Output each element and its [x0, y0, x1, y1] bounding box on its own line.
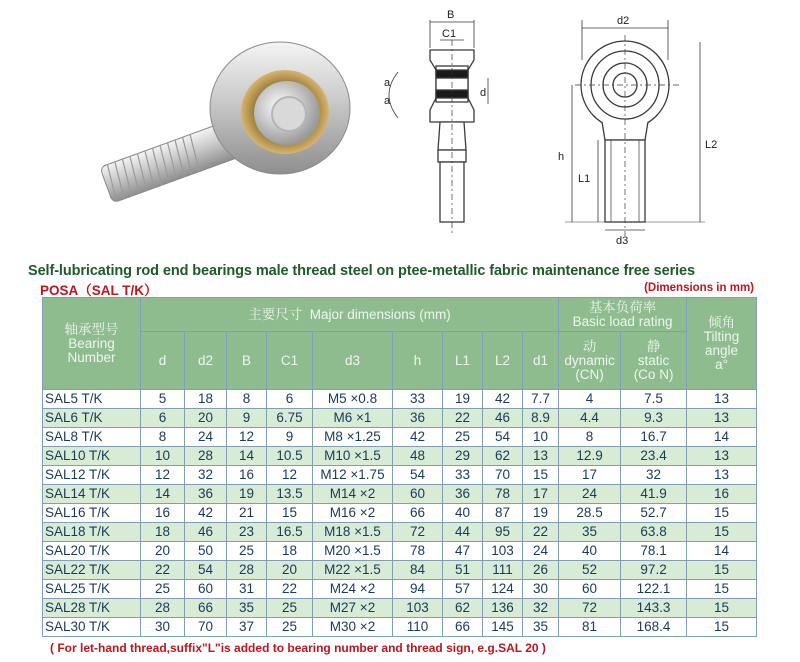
header-tilt-sym: a° [715, 356, 729, 372]
dyn-unit: (CN) [575, 366, 604, 382]
table-cell: 16 [227, 466, 267, 485]
table-cell: M24 ×2 [313, 580, 393, 599]
label-h: h [558, 151, 565, 163]
table-cell: 4 [559, 390, 621, 409]
table-row [43, 561, 757, 580]
bearing-number-cell: SAL10 T/K [43, 447, 141, 466]
table-cell: 47 [443, 542, 483, 561]
col-static [621, 332, 687, 390]
table-cell: 30 [523, 580, 559, 599]
table-cell: 60 [559, 580, 621, 599]
table-cell: 12.9 [559, 447, 621, 466]
header-major-cn: 主要尺寸 [248, 306, 303, 322]
table-cell: 33 [443, 466, 483, 485]
header-basic-load [559, 298, 687, 332]
table-cell: 13 [687, 447, 757, 466]
table-cell: 78 [393, 542, 443, 561]
table-cell: 87 [483, 504, 523, 523]
bearing-number-cell: SAL20 T/K [43, 542, 141, 561]
table-cell: 40 [559, 542, 621, 561]
table-cell: 48 [393, 447, 443, 466]
table-cell: 63.8 [621, 523, 687, 542]
table-cell: 111 [483, 561, 523, 580]
table-cell: 70 [483, 466, 523, 485]
table-cell: 29 [443, 447, 483, 466]
table-cell: 42 [185, 504, 227, 523]
table-cell: 6.75 [267, 409, 313, 428]
table-cell: 78 [483, 485, 523, 504]
table-row [43, 409, 757, 428]
col-C1: C1 [267, 332, 313, 390]
bearing-number-cell: SAL16 T/K [43, 504, 141, 523]
table-cell: 35 [227, 599, 267, 618]
label-d3: d3 [616, 235, 629, 247]
table-cell: M12 ×1.75 [313, 466, 393, 485]
col-d3: d3 [313, 332, 393, 390]
table-cell: M16 ×2 [313, 504, 393, 523]
table-cell: M20 ×1.5 [313, 542, 393, 561]
table-cell: 31 [227, 580, 267, 599]
table-cell: 25 [141, 580, 185, 599]
table-cell: 32 [185, 466, 227, 485]
table-cell: 14 [687, 428, 757, 447]
bearing-number-cell: SAL12 T/K [43, 466, 141, 485]
product-drawings [0, 0, 800, 262]
table-row [43, 542, 757, 561]
table-cell: 37 [227, 618, 267, 637]
table-cell: 23.4 [621, 447, 687, 466]
table-cell: 5 [141, 390, 185, 409]
table-cell: 12 [141, 466, 185, 485]
bearing-number-cell: SAL8 T/K [43, 428, 141, 447]
bearing-number-cell: SAL25 T/K [43, 580, 141, 599]
sta-en: static [637, 352, 670, 368]
table-cell: 60 [393, 485, 443, 504]
table-cell: 52 [559, 561, 621, 580]
table-row [43, 447, 757, 466]
header-bearing-en2: Number [67, 349, 116, 365]
table-cell: 23 [227, 523, 267, 542]
table-cell: 19 [227, 485, 267, 504]
table-cell: 22 [141, 561, 185, 580]
header-tilt-cn: 倾角 [708, 314, 736, 330]
table-cell: M22 ×1.5 [313, 561, 393, 580]
table-row [43, 580, 757, 599]
table-cell: 36 [443, 485, 483, 504]
table-cell: 94 [393, 580, 443, 599]
table-cell: 15 [523, 466, 559, 485]
table-cell: 12 [267, 466, 313, 485]
table-cell: 13 [523, 447, 559, 466]
table-cell: 33 [393, 390, 443, 409]
table-cell: 18 [141, 523, 185, 542]
table-cell: 7.5 [621, 390, 687, 409]
cross-section-drawing [389, 20, 488, 236]
table-cell: M14 ×2 [313, 485, 393, 504]
table-cell: 35 [559, 523, 621, 542]
table-cell: 8 [559, 428, 621, 447]
table-cell: 9 [267, 428, 313, 447]
table-cell: 66 [185, 599, 227, 618]
table-cell: 22 [523, 523, 559, 542]
table-cell: 72 [559, 599, 621, 618]
table-cell: 20 [267, 561, 313, 580]
table-cell: 8.9 [523, 409, 559, 428]
table-cell: 28 [227, 561, 267, 580]
table-cell: 72 [393, 523, 443, 542]
table-cell: 8 [227, 390, 267, 409]
table-cell: 97.2 [621, 561, 687, 580]
col-dynamic [559, 332, 621, 390]
bearing-number-cell: SAL14 T/K [43, 485, 141, 504]
table-row [43, 428, 757, 447]
table-cell: 66 [443, 618, 483, 637]
table-cell: 110 [393, 618, 443, 637]
col-h: h [393, 332, 443, 390]
table-cell: 46 [185, 523, 227, 542]
table-cell: 15 [687, 561, 757, 580]
table-cell: 4.4 [559, 409, 621, 428]
table-cell: 54 [185, 561, 227, 580]
table-cell: M18 ×1.5 [313, 523, 393, 542]
col-d2: d2 [185, 332, 227, 390]
table-cell: 12 [227, 428, 267, 447]
table-cell: 16.7 [621, 428, 687, 447]
bearing-number-cell: SAL22 T/K [43, 561, 141, 580]
table-cell: 20 [141, 542, 185, 561]
table-cell: 13 [687, 409, 757, 428]
table-row [43, 599, 757, 618]
header-load-en: Basic load rating [572, 313, 673, 329]
table-cell: 35 [523, 618, 559, 637]
table-cell: 28 [141, 599, 185, 618]
table-cell: 14 [141, 485, 185, 504]
table-cell: M5 ×0.8 [313, 390, 393, 409]
table-cell: 62 [443, 599, 483, 618]
table-cell: 122.1 [621, 580, 687, 599]
table-cell: 21 [227, 504, 267, 523]
table-cell: 18 [185, 390, 227, 409]
table-row [43, 504, 757, 523]
table-cell: 42 [393, 428, 443, 447]
table-cell: 15 [687, 599, 757, 618]
header-tilt-en1: Tilting [703, 328, 740, 344]
col-d1: d1 [523, 332, 559, 390]
table-cell: M30 ×2 [313, 618, 393, 637]
table-cell: 42 [483, 390, 523, 409]
table-cell: 25 [267, 618, 313, 637]
table-cell: 24 [185, 428, 227, 447]
bearing-number-cell: SAL5 T/K [43, 390, 141, 409]
sta-unit: (Co N) [633, 366, 674, 382]
table-cell: 44 [443, 523, 483, 542]
header-tilting-angle [687, 298, 757, 390]
table-cell: 9 [227, 409, 267, 428]
header-load-cn: 基本负荷率 [588, 299, 657, 315]
header-bearing-cn: 轴承型号 [64, 321, 119, 337]
table-row [43, 390, 757, 409]
table-cell: 62 [483, 447, 523, 466]
table-cell: 143.3 [621, 599, 687, 618]
sta-cn: 静 [646, 338, 661, 354]
table-cell: 6 [141, 409, 185, 428]
table-cell: 32 [621, 466, 687, 485]
table-cell: 168.4 [621, 618, 687, 637]
table-cell: 145 [483, 618, 523, 637]
label-d: d [480, 87, 487, 99]
table-cell: 70 [185, 618, 227, 637]
spec-table [42, 297, 757, 637]
col-B: B [227, 332, 267, 390]
table-cell: M27 ×2 [313, 599, 393, 618]
table-cell: 124 [483, 580, 523, 599]
table-cell: 36 [393, 409, 443, 428]
footnote: ( For let-hand thread,suffix"L"is added to bearing number and thread sign, e.g.SAL 20 ) [50, 641, 546, 655]
series-title: Self-lubricating rod end bearings male thread steel on ptee-metallic fabric maintenance free series [28, 263, 695, 279]
header-tilt-en2: angle [705, 342, 739, 358]
label-a-2: a [384, 95, 391, 107]
table-cell: 40 [443, 504, 483, 523]
table-cell: 51 [443, 561, 483, 580]
table-cell: 28.5 [559, 504, 621, 523]
table-cell: 16.5 [267, 523, 313, 542]
table-cell: 20 [185, 409, 227, 428]
table-cell: 6 [267, 390, 313, 409]
table-cell: M8 ×1.25 [313, 428, 393, 447]
table-cell: 10.5 [267, 447, 313, 466]
col-L1: L1 [443, 332, 483, 390]
table-cell: 15 [687, 523, 757, 542]
label-a-1: a [384, 77, 391, 89]
table-cell: 15 [267, 504, 313, 523]
table-cell: 25 [227, 542, 267, 561]
table-cell: 26 [523, 561, 559, 580]
table-cell: 32 [523, 599, 559, 618]
series-code: POSA（SAL T/K） [40, 283, 158, 298]
table-cell: 103 [393, 599, 443, 618]
dyn-cn: 动 [582, 338, 597, 354]
table-cell: 60 [185, 580, 227, 599]
table-cell: 28 [185, 447, 227, 466]
table-cell: 22 [267, 580, 313, 599]
units-note: (Dimensions in mm) [644, 282, 754, 294]
table-cell: 78.1 [621, 542, 687, 561]
table-cell: 24 [559, 485, 621, 504]
table-cell: 57 [443, 580, 483, 599]
table-cell: 54 [393, 466, 443, 485]
header-major-dimensions [141, 298, 559, 332]
table-row [43, 466, 757, 485]
table-cell: 15 [687, 618, 757, 637]
header-major-en: Major dimensions (mm) [309, 306, 451, 322]
table-cell: 36 [185, 485, 227, 504]
table-cell: 50 [185, 542, 227, 561]
table-cell: 22 [443, 409, 483, 428]
table-cell: 136 [483, 599, 523, 618]
table-cell: 17 [523, 485, 559, 504]
table-cell: 41.9 [621, 485, 687, 504]
table-cell: 103 [483, 542, 523, 561]
table-cell: 19 [523, 504, 559, 523]
table-cell: 10 [523, 428, 559, 447]
table-row [43, 618, 757, 637]
table-row [43, 485, 757, 504]
table-cell: 95 [483, 523, 523, 542]
table-cell: M10 ×1.5 [313, 447, 393, 466]
table-cell: 24 [523, 542, 559, 561]
table-cell: 19 [443, 390, 483, 409]
table-cell: 25 [267, 599, 313, 618]
table-row [43, 523, 757, 542]
header-bearing-en1: Bearing [68, 335, 115, 351]
table-cell: 8 [141, 428, 185, 447]
table-cell: 81 [559, 618, 621, 637]
bearing-number-cell: SAL18 T/K [43, 523, 141, 542]
table-cell: 14 [687, 542, 757, 561]
label-B: B [447, 9, 455, 21]
table-cell: 25 [443, 428, 483, 447]
table-cell: 13 [687, 466, 757, 485]
spec-table-body [43, 390, 757, 637]
table-cell: 30 [141, 618, 185, 637]
table-cell: 7.7 [523, 390, 559, 409]
table-cell: 17 [559, 466, 621, 485]
table-cell: 16 [141, 504, 185, 523]
label-L1: L1 [578, 173, 591, 185]
dyn-en: dynamic [564, 352, 615, 368]
col-d: d [141, 332, 185, 390]
table-cell: 10 [141, 447, 185, 466]
table-cell: 18 [267, 542, 313, 561]
table-cell: 9.3 [621, 409, 687, 428]
label-d2: d2 [617, 15, 630, 27]
table-cell: 54 [483, 428, 523, 447]
table-cell: 84 [393, 561, 443, 580]
table-cell: 15 [687, 504, 757, 523]
front-view-drawing [565, 20, 705, 236]
table-cell: 66 [393, 504, 443, 523]
table-cell: 13.5 [267, 485, 313, 504]
table-cell: 46 [483, 409, 523, 428]
header-bearing-number [43, 298, 141, 390]
label-C1: C1 [442, 28, 457, 40]
table-cell: 13 [687, 390, 757, 409]
table-cell: M6 ×1 [313, 409, 393, 428]
label-L2: L2 [705, 139, 718, 151]
bearing-number-cell: SAL6 T/K [43, 409, 141, 428]
bearing-number-cell: SAL30 T/K [43, 618, 141, 637]
table-cell: 14 [227, 447, 267, 466]
bearing-number-cell: SAL28 T/K [43, 599, 141, 618]
col-L2: L2 [483, 332, 523, 390]
table-cell: 16 [687, 485, 757, 504]
rod-end-photo [100, 42, 350, 203]
table-cell: 15 [687, 580, 757, 599]
table-cell: 52.7 [621, 504, 687, 523]
